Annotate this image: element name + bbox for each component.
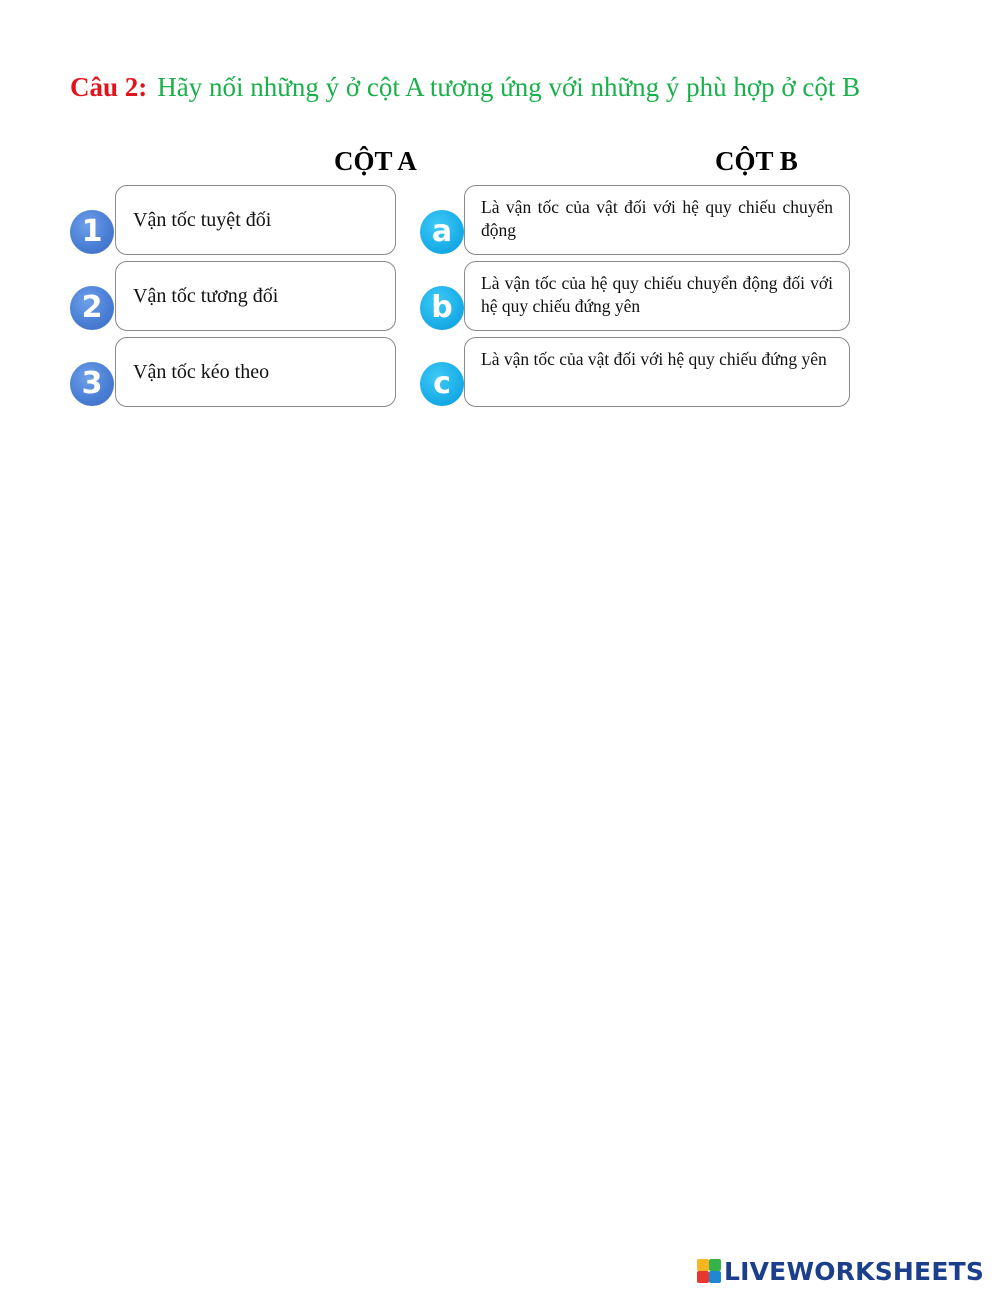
marker-1-badge[interactable]: 1 [70, 210, 114, 254]
marker-c-badge[interactable]: c [420, 362, 464, 406]
question [70, 68, 930, 106]
marker-3-badge[interactable]: 3 [70, 362, 114, 406]
question-text: Hãy nối những ý ở cột A tương ứng với những ý phù hợp ở cột B [157, 72, 861, 102]
column-b-item-a[interactable] [464, 185, 850, 255]
liveworksheets-logo-icon [697, 1259, 721, 1283]
column-a-item-2-text: Vận tốc tương đối [133, 284, 279, 307]
marker-2-badge[interactable]: 2 [70, 286, 114, 330]
column-b-item-b-text: Là vận tốc của hệ quy chiếu chuyển động đối với hệ quy chiếu đứng yên [481, 273, 833, 316]
liveworksheets-logo [697, 1254, 984, 1288]
column-a-item-1-text: Vận tốc tuyệt đối [133, 208, 272, 231]
column-b-item-c[interactable] [464, 337, 850, 407]
column-b-item-a-text: Là vận tốc của vật đối với hệ quy chiếu chuyển động [481, 197, 833, 240]
column-a-item-3[interactable] [115, 337, 396, 407]
column-a-item-2[interactable] [115, 261, 396, 331]
column-a-item-1[interactable] [115, 185, 396, 255]
logo-text: LIVEWORKSHEETS [724, 1256, 985, 1286]
column-b-header: CỘT B [715, 146, 798, 176]
marker-a-badge[interactable]: a [420, 210, 464, 254]
column-a-item-3-text: Vận tốc kéo theo [133, 360, 270, 383]
marker-b-badge[interactable]: b [420, 286, 464, 330]
question-label: Câu 2: [70, 72, 148, 102]
column-a-header: CỘT A [334, 146, 417, 176]
column-b-item-c-text: Là vận tốc của vật đối với hệ quy chiếu đứng yên [481, 349, 827, 369]
column-b-item-b[interactable] [464, 261, 850, 331]
